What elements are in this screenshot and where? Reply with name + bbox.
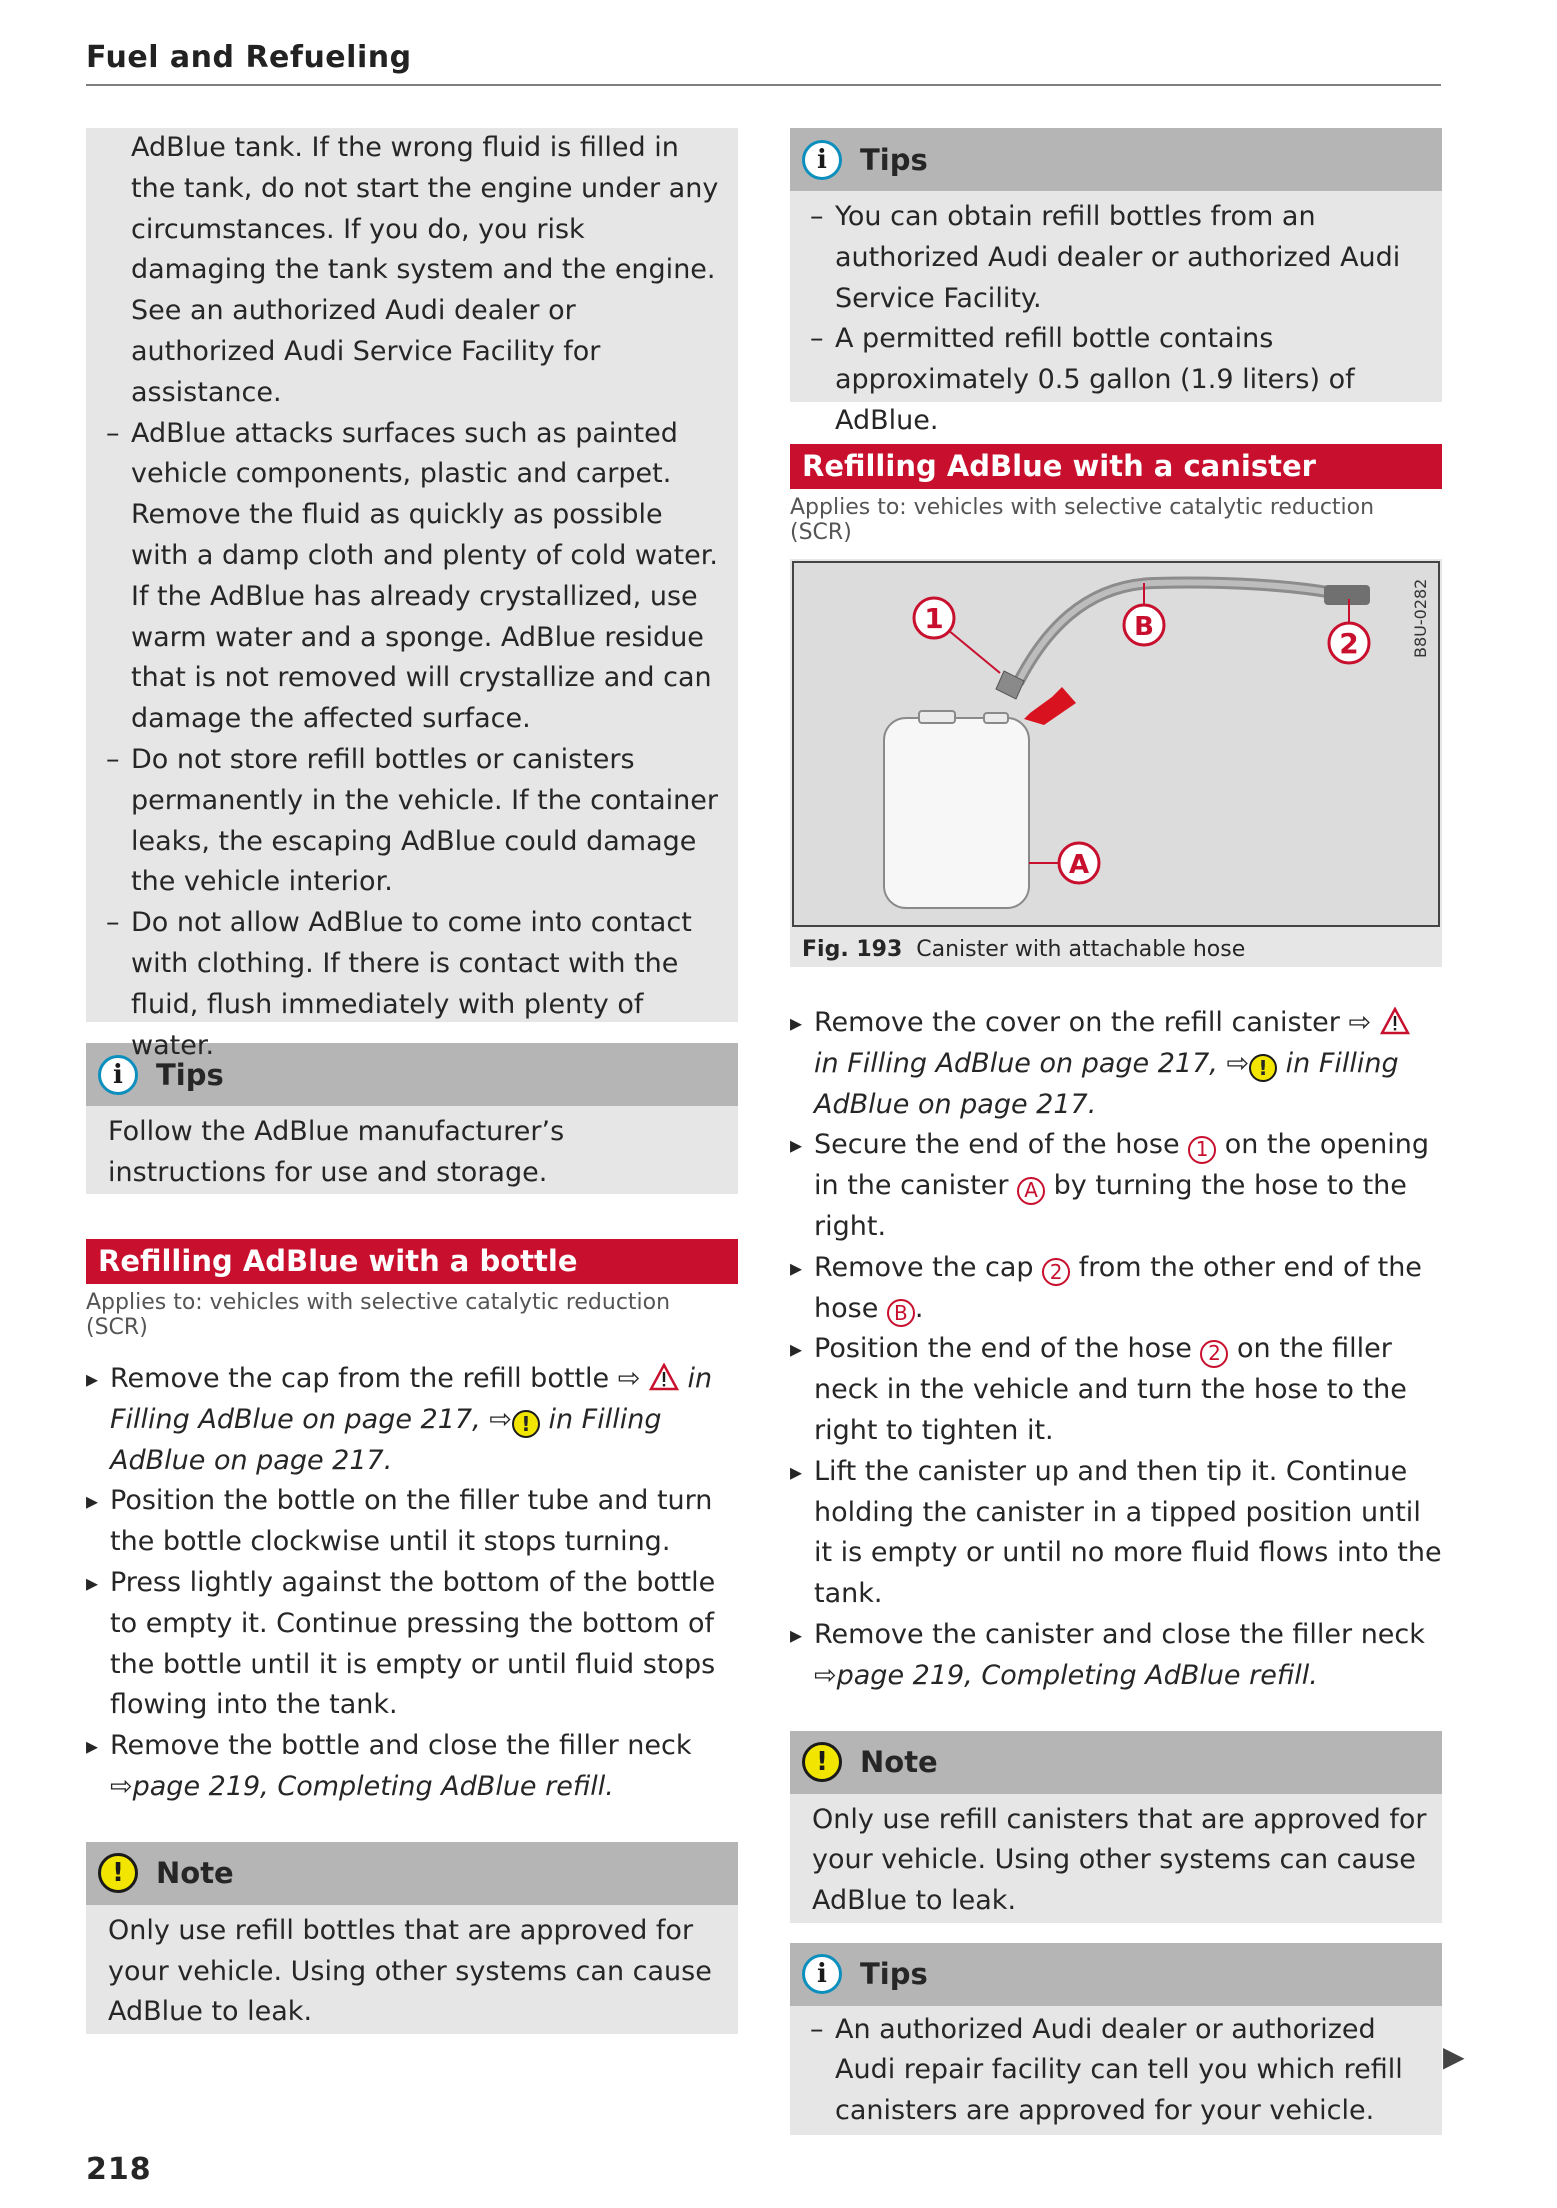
step-item: ▸ Press lightly against the bottom of the bottle to empty it. Continue pressing the bottom of the bottle until it is empty or until fluid stops flowing into the tank. xyxy=(86,1563,738,1726)
figure-caption-text: Canister with attachable hose xyxy=(916,937,1246,962)
warning-item: – Do not store refill bottles or canisters permanently in the vehicle. If the container leaks, the escaping AdBlue could damage the vehicle interior. xyxy=(86,740,722,903)
note-box xyxy=(790,1731,1442,1923)
callout-2-icon: 2 xyxy=(1042,1258,1070,1286)
arrow-icon: ⇨ xyxy=(814,1659,837,1691)
step-text: by turning the hose to the right. xyxy=(814,1170,1407,1242)
page-header-title: Fuel and Refueling xyxy=(86,40,412,75)
note-label: Note xyxy=(860,1745,938,1780)
step-text: from the other end of the hose xyxy=(814,1251,1422,1324)
step-text: . xyxy=(914,1292,924,1324)
step-item: ▸ Lift the canister up and then tip it. Continue holding the canister in a tipped position until it is empty or until no more fluid flows into the tank. xyxy=(790,1452,1442,1615)
warning-triangle-icon xyxy=(649,1363,679,1391)
info-icon: i xyxy=(802,140,842,180)
step-text: Remove the cap xyxy=(814,1251,1043,1283)
info-icon: i xyxy=(98,1055,138,1095)
figure-caption xyxy=(802,937,1245,962)
left-column xyxy=(86,128,738,2034)
cross-reference-link[interactable]: in Filling AdBlue on page 217. xyxy=(814,1047,1399,1120)
warning-item: – AdBlue attacks surfaces such as painted vehicle components, plastic and carpet. Remove the fluid as quickly as possible with a damp cloth and plenty of cold water. If the AdBlue has already crystallized, use warm water and a sponge. AdBlue residue that is not removed will crystallize and can damage the affected surface. xyxy=(86,414,722,740)
step-text: Secure the end of the hose xyxy=(814,1129,1189,1161)
step-item: ▸ Position the bottle on the filler tube and turn the bottle clockwise until it stops turning. xyxy=(86,1481,738,1563)
tips-box xyxy=(790,128,1442,436)
callout-2-label: 2 xyxy=(1339,627,1359,660)
callout-b-label: B xyxy=(1134,612,1154,642)
exclamation-icon: ! xyxy=(98,1853,138,1893)
step-text: Remove the cap from the refill bottle xyxy=(110,1363,618,1394)
header-divider xyxy=(86,84,1441,86)
tips-box xyxy=(790,1943,1442,2135)
canister-section xyxy=(790,444,1442,545)
tips-header xyxy=(790,128,1442,191)
bottle-section xyxy=(86,1239,738,1340)
section-heading: Refilling AdBlue with a bottle xyxy=(86,1239,738,1284)
callout-1-icon: 1 xyxy=(1188,1136,1216,1164)
cross-reference-link[interactable]: in Filling AdBlue on page 217. xyxy=(110,1403,662,1476)
arrow-icon: ⇨ xyxy=(110,1770,133,1802)
tips-item: – You can obtain refill bottles from an authorized Audi dealer or authorized Audi Service Facility. xyxy=(790,197,1430,319)
applies-to-text: Applies to: vehicles with selective catalytic reduction (SCR) xyxy=(790,495,1375,545)
step-text: on the opening in the canister xyxy=(814,1129,1429,1202)
arrow-icon: ⇨ xyxy=(617,1363,641,1394)
step-item xyxy=(790,1615,1442,1697)
canister-hose-illustration xyxy=(794,563,1438,925)
cross-reference-link[interactable]: in Filling AdBlue on page 217, xyxy=(814,1047,1218,1079)
arrow-icon: ⇨ xyxy=(489,1403,512,1435)
step-item xyxy=(790,1125,1442,1247)
tips-label: Tips xyxy=(860,142,928,177)
step-item xyxy=(86,1726,738,1808)
tips-header xyxy=(790,1943,1442,2006)
exclamation-icon: ! xyxy=(802,1742,842,1782)
figure-code: B8U-0282 xyxy=(1411,578,1430,658)
tips-item: – A permitted refill bottle contains approximately 0.5 gallon (1.9 liters) of AdBlue. xyxy=(790,319,1430,441)
tips-list xyxy=(790,191,1442,448)
figure-canister xyxy=(790,559,1442,967)
step-item xyxy=(790,1329,1442,1451)
cross-reference-link[interactable]: page 219, Completing AdBlue refill. xyxy=(132,1770,614,1802)
note-box xyxy=(86,1842,738,2034)
callout-a-label: A xyxy=(1068,850,1090,880)
figure-illustration xyxy=(792,561,1440,927)
tips-label: Tips xyxy=(156,1057,224,1092)
tips-item: – An authorized Audi dealer or authorized Audi repair facility can tell you which refill canisters are approved for your vehicle. xyxy=(790,2010,1430,2132)
note-text: Only use refill bottles that are approved for your vehicle. Using other systems can cause AdBlue to leak. xyxy=(108,1914,712,2028)
warning-list xyxy=(86,414,722,1067)
note-header xyxy=(790,1731,1442,1794)
warning-triangle-icon xyxy=(1380,1007,1410,1035)
step-text: Remove the bottle and close the filler neck xyxy=(110,1730,692,1762)
step-text: on the filler neck in the vehicle and turn the hose to the right to tighten it. xyxy=(814,1333,1407,1446)
cross-reference-link[interactable]: page 219, Completing AdBlue refill. xyxy=(836,1659,1318,1691)
step-item xyxy=(86,1359,738,1481)
note-icon: ! xyxy=(1249,1054,1277,1082)
right-column xyxy=(790,128,1442,2135)
applies-to-text: Applies to: vehicles with selective catalytic reduction (SCR) xyxy=(86,1290,671,1340)
arrow-icon: ⇨ xyxy=(1226,1047,1250,1079)
info-icon: i xyxy=(802,1954,842,1994)
warning-item: – Do not allow AdBlue to come into contact with clothing. If there is contact with the fluid, flush immediately with plenty of water. xyxy=(86,903,722,1066)
section-heading: Refilling AdBlue with a canister xyxy=(790,444,1442,489)
note-label: Note xyxy=(156,1856,234,1891)
callout-b-icon: B xyxy=(887,1299,915,1327)
step-text: Position the end of the hose xyxy=(814,1333,1201,1365)
step-text: Remove the canister and close the filler neck xyxy=(814,1618,1425,1650)
cross-reference-link[interactable]: in Filling AdBlue on page 217, xyxy=(110,1363,713,1435)
callout-1-label: 1 xyxy=(924,602,944,635)
callout-2-icon: 2 xyxy=(1200,1340,1228,1368)
tips-text: Follow the AdBlue manufacturer’s instructions for use and storage. xyxy=(108,1116,565,1188)
tips-list xyxy=(790,2006,1442,2138)
figure-number: Fig. 193 xyxy=(802,937,903,962)
bottle-steps xyxy=(86,1359,738,1808)
note-icon: ! xyxy=(512,1410,540,1438)
arrow-icon: ⇨ xyxy=(1348,1007,1372,1038)
page-number: 218 xyxy=(86,2152,152,2187)
step-text: Remove the cover on the refill canister xyxy=(814,1007,1349,1038)
warning-continuation-box xyxy=(86,128,738,1061)
tips-label: Tips xyxy=(860,1957,928,1992)
step-item xyxy=(790,1003,1442,1125)
note-header xyxy=(86,1842,738,1905)
step-item xyxy=(790,1248,1442,1330)
warning-lead-text: AdBlue tank. If the wrong fluid is filled in the tank, do not start the engine under any circumstances. If you do, you risk damaging the tank system and the engine. See an authorized Audi dealer or authorized Audi Service Facility for assistance. xyxy=(131,132,719,408)
note-text: Only use refill canisters that are approved for your vehicle. Using other systems can cause AdBlue to leak. xyxy=(812,1803,1427,1917)
canister-steps xyxy=(790,1003,1442,1697)
callout-a-icon: A xyxy=(1017,1177,1045,1205)
continue-arrow-icon: ▶ xyxy=(1443,2040,1465,2073)
